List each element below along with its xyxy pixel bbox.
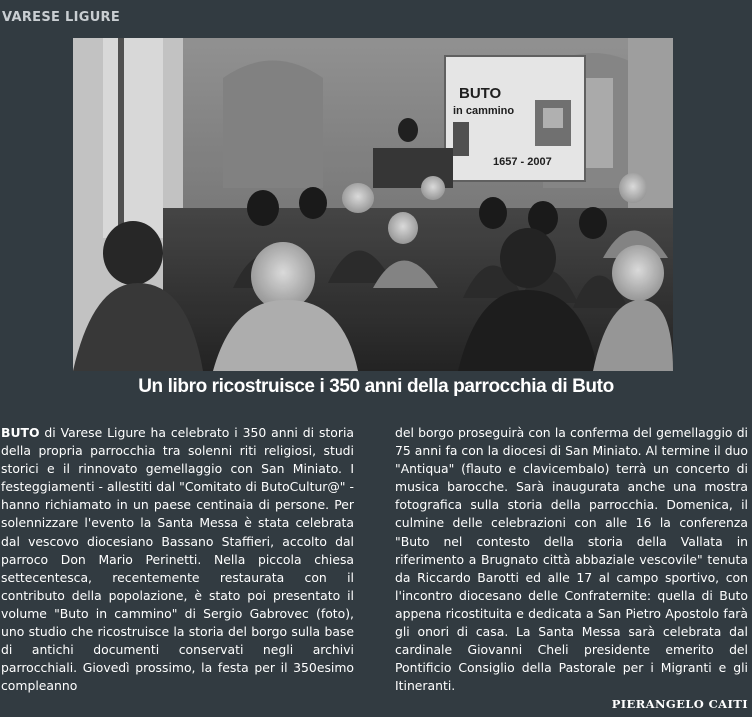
article-column-right xyxy=(395,424,748,695)
church-audience-photo xyxy=(73,38,673,371)
author-byline: PIERANGELO CAITI xyxy=(611,697,748,711)
screen-subtitle: in cammino xyxy=(453,105,515,117)
article-headline: Un libro ricostruisce i 350 anni della parrocchia di Buto xyxy=(138,376,614,397)
article-photo xyxy=(73,38,673,371)
screen-years: 1657 - 2007 xyxy=(493,156,552,168)
section-label: VARESE LIGURE xyxy=(2,10,121,25)
article-column-left xyxy=(1,424,354,695)
article-text-left: di Varese Ligure ha celebrato i 350 anni di storia della propria parrocchia tra solenni riti religiosi, studi storici e il rinnovato gemellaggio con San Miniato. I festeggiamenti - allestiti dal "Comitato di ButoCultur@" - hanno richiamato in un paese centinaia di persone. Per solennizzare l'evento la Santa Messa è stata celebrata dal vescovo diocesiano Bassano Staffieri, accolto dal parroco Don Mario Perinetti. Nella piccola chiesa settecentesca, recentemente restaurata con il contributo della popolazione, è stato poi presentato il volume "Buto in cammino" di Sergio Gabrovec (foto), uno studio che ricostruisce la storia del borgo sulla base di antichi documenti conservati negli archivi parrocchiali. Giovedì prossimo, la festa per il 350esimo compleanno xyxy=(1,425,354,694)
article-text-right: del borgo proseguirà con la conferma del gemellaggio di 75 anni fa con la diocesi di San Miniato. Al termine il duo "Antiqua" (flauto e clavicembalo) terrà un concerto di musica barocche. Sarà inaugurata anche una mostra fotografica sulla storia della parrocchia. Domenica, il culmine delle celebrazioni con alle 16 la conferenza "Buto nel contesto della storia della Vallata in riferimento a Brugnato città abbaziale vescovile" tenuta da Riccardo Barotti ed alle 17 al campo sportivo, con l'incontro diocesano delle Confraternite: quella di Buto appena ricostituita e dedicata a San Pietro Apostolo farà gli onori di casa. La Santa Messa sarà celebrata dal cardinale Giovanni Cheli presidente emerito del Pontificio Consiglio della Pastorale per i Migranti e gli Itineranti. xyxy=(395,425,748,694)
screen-title: BUTO xyxy=(459,85,502,102)
article-lead: BUTO xyxy=(1,425,40,440)
